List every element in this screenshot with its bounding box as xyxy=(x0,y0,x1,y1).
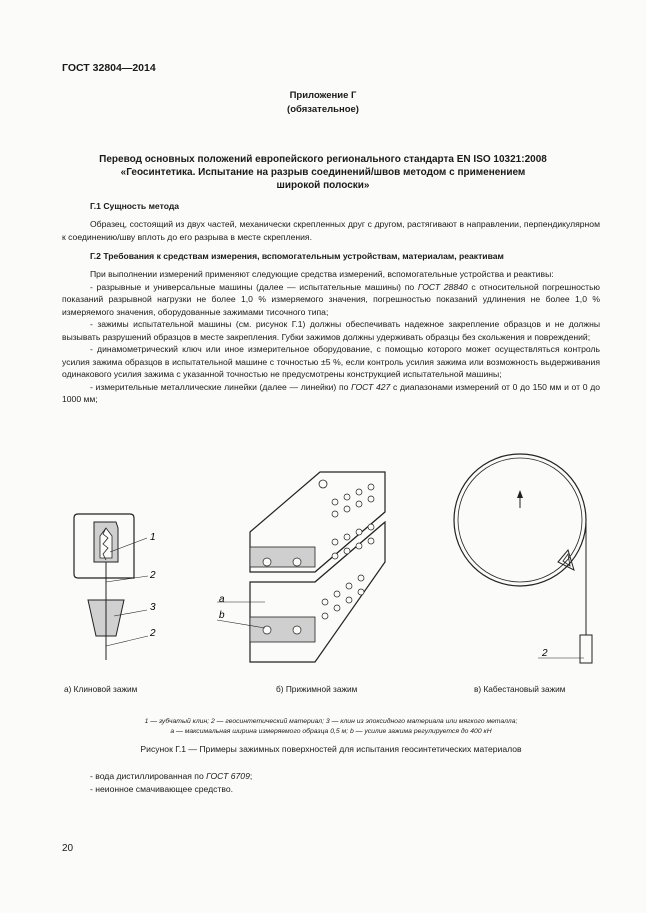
figure-legend xyxy=(62,717,600,737)
section-g2-text xyxy=(62,268,600,406)
list-item: - динамометрический ключ или иное измерительное оборудование, с помощью которого может осуществляться контроль усилия зажима образцов в испытательной машине с точностью ±5 %, если контроль усилия зажима или возможность выдерживания одинакового усилия зажима с указанной точностью не предусмотрены конструкцией испытательной машины; xyxy=(62,344,600,379)
label-2: 2 xyxy=(150,570,156,581)
legend-line: a — максимальная ширина измеряемого образца 0,5 м; b — усилие зажима регулируется до 400 кН xyxy=(170,728,492,735)
figure-caption-c: в) Кабестановый зажим xyxy=(474,684,566,694)
figure-caption-b: б) Прижимной зажим xyxy=(276,684,358,694)
label-1: 1 xyxy=(150,532,156,543)
label-b: b xyxy=(219,610,225,621)
label-2: 2 xyxy=(542,648,548,659)
list-item: - измерительные металлические линейки (далее — линейки) по ГОСТ 427 с диапазонами измерений от 0 до 150 мм и от 0 до 1000 мм; xyxy=(62,381,600,404)
reagents-list xyxy=(90,770,252,796)
list-item: - разрывные и универсальные машины (далее — испытательные машины) по ГОСТ 28840 с относительной погрешностью показаний разрывной нагрузки не более 1,0 % измеряемого значения, погрешностью показаний удлинения не более 1,0 % измеряемого значения, оборудованные зажимами тисочного типа; xyxy=(62,281,601,317)
legend-line: 1 — зубчатый клин; 2 — геосинтетический материал; 3 — клин из эпоксидного материала или мягкого металла; xyxy=(144,718,518,725)
wedge-grip-diagram xyxy=(60,500,170,660)
label-2: 2 xyxy=(150,628,156,639)
annex-heading-line: «Геосинтетика. Испытание на разрыв соединений/швов методом с применением xyxy=(120,167,526,178)
paragraph: При выполнении измерений применяют следующие средства измерений, вспомогательные устройства и реактивы: xyxy=(90,269,554,279)
annex-heading-line: широкой полоски» xyxy=(276,180,370,191)
label-3: 3 xyxy=(150,602,156,613)
section-g1-text xyxy=(62,218,600,243)
annex-heading xyxy=(0,153,646,192)
list-item: - зажимы испытательной машины (см. рисунок Г.1) должны обеспечивать надежное закрепление образцов и не должны вызывать разрушений образцов в месте закрепления. Губки зажимов должны удерживать образцы без скольжения и повреждений; xyxy=(62,319,600,342)
standard-reference: ГОСТ 6709 xyxy=(206,771,250,781)
list-item: - неионное смачивающее средство. xyxy=(90,784,234,794)
standard-reference: ГОСТ 427 xyxy=(351,381,391,392)
section-heading-g2: Г.2 Требования к средствам измерения, вспомогательным устройствам, материалам, реактивам xyxy=(90,251,504,261)
section-heading-g1: Г.1 Сущность метода xyxy=(90,201,180,211)
annex-heading-line: Перевод основных положений европейского регионального стандарта EN ISO 10321:2008 xyxy=(99,154,547,165)
label-a: a xyxy=(219,594,225,605)
annex-status: (обязательное) xyxy=(287,104,359,115)
list-item: - вода дистиллированная по ГОСТ 6709; xyxy=(90,771,253,781)
standard-reference: ГОСТ 28840 xyxy=(417,281,468,292)
paragraph: Образец, состоящий из двух частей, механически скрепленных друг с другом, растягивают в направлении, перпендикулярном к соединению/шву вплоть до его разрыва в месте скрепления. xyxy=(62,219,600,242)
figure-caption: Рисунок Г.1 — Примеры зажимных поверхностей для испытания геосинтетических материалов xyxy=(140,744,522,754)
clamp-grip-diagram xyxy=(205,452,425,674)
page-number: 20 xyxy=(62,843,74,854)
figure-caption-a: а) Клиновой зажим xyxy=(64,684,138,694)
capstan-grip-diagram xyxy=(450,450,610,675)
annex-title: Приложение Г xyxy=(289,90,357,101)
document-header: ГОСТ 32804—2014 xyxy=(62,62,156,74)
